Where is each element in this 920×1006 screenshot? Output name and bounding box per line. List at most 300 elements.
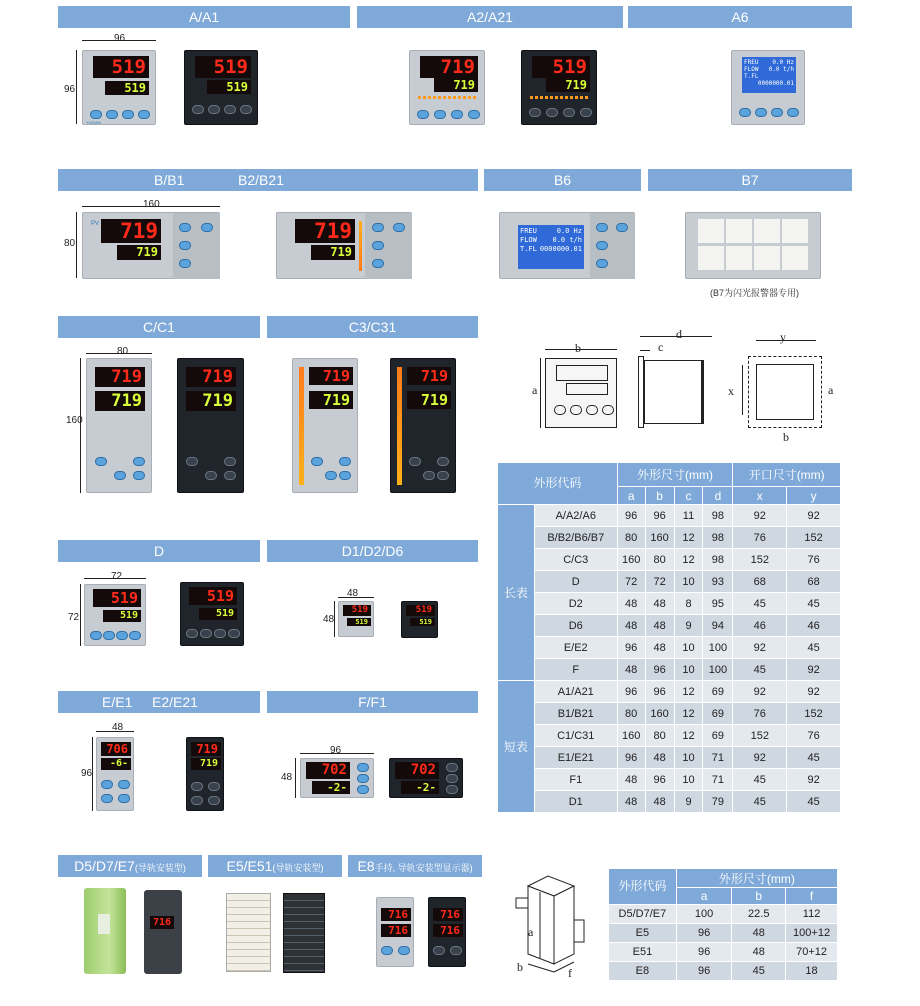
bargraph	[359, 221, 362, 271]
key-button[interactable]	[616, 223, 628, 232]
diagram-label-a: a	[532, 383, 538, 397]
table-cell: 76	[733, 527, 787, 549]
table-cell: 71	[703, 769, 733, 791]
table-row	[609, 943, 838, 962]
key-button[interactable]	[409, 457, 421, 466]
table-cell: 80	[617, 703, 645, 725]
dim-c-width: 80	[117, 346, 129, 357]
dim-a-width: 96	[114, 33, 126, 44]
key-button[interactable]	[186, 457, 198, 466]
rail-label-b: b	[517, 960, 523, 974]
dim-f-width: 96	[330, 745, 342, 756]
key-button[interactable]	[357, 785, 369, 794]
key-button[interactable]	[372, 241, 384, 250]
rail-label-f: f	[568, 966, 572, 980]
table-cell: 152	[733, 725, 787, 747]
sv-display: 719	[311, 245, 355, 260]
header-f: F/F1	[267, 691, 478, 713]
sv-display: 519	[207, 80, 251, 94]
table-cell: 80	[645, 725, 674, 747]
key-button[interactable]	[101, 780, 113, 789]
key-button[interactable]	[118, 794, 130, 803]
header-b2-label: B2/B21	[238, 172, 284, 188]
key-button[interactable]	[90, 110, 102, 119]
key-button[interactable]	[118, 780, 130, 789]
diagram-label-c: c	[658, 340, 664, 354]
table-cell: 8	[674, 593, 703, 615]
dim-d1-width-line	[338, 597, 374, 598]
dim-a-width-line	[82, 40, 156, 41]
diagram-label-x: x	[728, 384, 734, 398]
pv-display: 519	[189, 587, 237, 605]
dim-d1-height: 48	[323, 614, 335, 625]
key-button[interactable]	[191, 782, 203, 791]
table-cell: 92	[733, 747, 787, 769]
lcd-row: FREU 0.0 Hz	[520, 227, 582, 235]
key-button[interactable]	[224, 105, 236, 114]
dim-e-height-line	[92, 737, 93, 811]
front-view-diagram	[545, 358, 617, 428]
status-leds	[98, 914, 110, 934]
sv-display: 519	[103, 610, 141, 622]
diagram-c-line	[640, 350, 650, 351]
table-cell: 92	[733, 637, 787, 659]
alarm-window	[726, 219, 752, 243]
table-row	[498, 593, 841, 615]
table-cell: 96	[676, 943, 732, 962]
dim-d-width: 72	[111, 571, 123, 582]
alarm-window	[782, 219, 808, 243]
key-button[interactable]	[228, 629, 240, 638]
header-e5	[208, 855, 342, 877]
key-button[interactable]	[95, 457, 107, 466]
table-cell: 96	[617, 681, 645, 703]
device-a2-light	[409, 50, 485, 125]
pv-display: 719	[191, 742, 221, 756]
header-a2: A2/A21	[357, 6, 623, 28]
key-button[interactable]	[208, 782, 220, 791]
pv-display: 719	[295, 219, 355, 243]
table-group-label: 长表	[498, 505, 535, 681]
table-cell: 45	[787, 593, 841, 615]
key-button[interactable]	[200, 629, 212, 638]
front-view-key	[570, 405, 582, 415]
table-cell: 45	[732, 962, 786, 981]
lcd-row: FLOW 0.0 t/h	[520, 236, 582, 244]
key-button[interactable]	[398, 946, 410, 955]
key-button[interactable]	[468, 110, 480, 119]
table-cell: 10	[674, 769, 703, 791]
bargraph	[530, 96, 590, 99]
key-button[interactable]	[755, 108, 767, 117]
key-button[interactable]	[437, 471, 449, 480]
table-cell: 70+12	[786, 943, 838, 962]
key-button[interactable]	[357, 763, 369, 772]
sv-display: 519	[410, 618, 435, 626]
key-button[interactable]	[90, 631, 102, 640]
table-cell: 98	[703, 527, 733, 549]
table-cell: 45	[733, 769, 787, 791]
key-button[interactable]	[192, 105, 204, 114]
table-cell: 10	[674, 637, 703, 659]
header-d5-note: (导轨安装型)	[134, 863, 186, 873]
key-button[interactable]	[224, 457, 236, 466]
table-cell-code: A/A2/A6	[534, 505, 617, 527]
device-b7	[685, 212, 821, 279]
header-d1: D1/D2/D6	[267, 540, 478, 562]
alarm-window	[754, 246, 780, 270]
table-row	[609, 962, 838, 981]
diagram-x-line	[742, 365, 743, 415]
key-button[interactable]	[311, 457, 323, 466]
header-e5-note: (导轨安装型)	[272, 863, 324, 873]
key-button[interactable]	[372, 223, 384, 232]
key-button[interactable]	[116, 631, 128, 640]
table-cell-code: E8	[609, 962, 677, 981]
dim-c-height-line	[80, 358, 81, 493]
key-button[interactable]	[122, 110, 134, 119]
key-button[interactable]	[325, 471, 337, 480]
table-cell: 152	[787, 703, 841, 725]
dim-f-height-line	[295, 758, 296, 798]
key-button[interactable]	[103, 631, 115, 640]
key-button[interactable]	[179, 241, 191, 250]
key-button[interactable]	[357, 774, 369, 783]
table-row	[609, 905, 838, 924]
alarm-window	[698, 246, 724, 270]
key-button[interactable]	[339, 457, 351, 466]
key-button[interactable]	[133, 457, 145, 466]
table-cell: 160	[617, 549, 645, 571]
key-button[interactable]	[451, 110, 463, 119]
bargraph	[418, 96, 478, 99]
table-cell: 92	[787, 681, 841, 703]
header-b-label: B/B1	[154, 172, 185, 188]
key-button[interactable]	[129, 631, 141, 640]
table-cell: 152	[733, 549, 787, 571]
table2-header-size: 外形尺寸(mm)	[676, 869, 837, 888]
key-button[interactable]	[596, 223, 608, 232]
dim-b-width-line	[82, 206, 220, 207]
key-button[interactable]	[739, 108, 751, 117]
diagram-label-a2: a	[828, 383, 834, 397]
table-col-header: b	[645, 487, 674, 505]
key-button[interactable]	[446, 774, 458, 783]
device-d-dark	[180, 582, 244, 646]
pv-display: 519	[93, 56, 149, 78]
table-cell: 92	[787, 505, 841, 527]
sv-display: 719	[407, 391, 451, 409]
table-group-label: 短表	[498, 681, 535, 813]
table-cell: 48	[645, 747, 674, 769]
table-cell-code: D1	[534, 791, 617, 813]
table-cell: 69	[703, 725, 733, 747]
table-cell: 160	[645, 703, 674, 725]
table-row	[498, 615, 841, 637]
device-a-light	[82, 50, 156, 125]
key-button[interactable]	[446, 785, 458, 794]
device-e8-dark	[428, 897, 466, 967]
table-header-size: 外形尺寸(mm)	[617, 463, 733, 487]
header-c: C/C1	[58, 316, 260, 338]
diagram-label-y: y	[780, 330, 786, 344]
key-button[interactable]	[191, 796, 203, 805]
key-button[interactable]	[208, 796, 220, 805]
key-button[interactable]	[201, 223, 213, 232]
key-button[interactable]	[423, 471, 435, 480]
sv-display: 719	[309, 391, 353, 409]
key-button[interactable]	[446, 763, 458, 772]
table-row	[498, 637, 841, 659]
device-f-dark	[389, 758, 463, 798]
pv-label: PV	[91, 221, 100, 227]
table-cell: 11	[674, 505, 703, 527]
device-c-dark	[177, 358, 244, 493]
table-col-header: d	[703, 487, 733, 505]
device-e-dark	[186, 737, 224, 811]
table-cell: 10	[674, 571, 703, 593]
dim-c-width-line	[86, 353, 152, 354]
device-d1-dark	[401, 601, 438, 638]
key-button[interactable]	[546, 108, 558, 117]
device-e-light	[96, 737, 134, 811]
device-d1-light	[338, 601, 374, 637]
sv-display: 719	[95, 391, 145, 411]
key-button[interactable]	[186, 629, 198, 638]
table-cell: 92	[787, 659, 841, 681]
key-button[interactable]	[224, 471, 236, 480]
table-cell: 100+12	[786, 924, 838, 943]
table-cell-code: E51	[609, 943, 677, 962]
device-f-light	[300, 758, 374, 798]
header-b	[58, 169, 478, 191]
table-cell: 12	[674, 703, 703, 725]
pv-display: 702	[306, 762, 350, 779]
pv-display: 719	[309, 367, 353, 385]
key-button[interactable]	[417, 110, 429, 119]
table-header-code: 外形代码	[498, 463, 618, 505]
front-view-key	[586, 405, 598, 415]
dim-e-width: 48	[112, 722, 124, 733]
dim-b-height-line	[76, 212, 77, 278]
table-cell: 48	[732, 943, 786, 962]
alarm-window	[698, 219, 724, 243]
sv-display: 716	[433, 924, 463, 937]
dim-a-height: 96	[64, 84, 76, 95]
dim-e-height: 96	[81, 768, 93, 779]
key-button[interactable]	[205, 471, 217, 480]
table-cell-code: E5	[609, 924, 677, 943]
key-button[interactable]	[133, 471, 145, 480]
pv-display: 519	[93, 589, 141, 607]
key-button[interactable]	[214, 629, 226, 638]
table-cell: 92	[733, 505, 787, 527]
sv-display: -6-	[101, 758, 131, 770]
table-cell-code: D2	[534, 593, 617, 615]
lcd-screen	[518, 225, 584, 269]
table-cell: 45	[787, 791, 841, 813]
sv-display: -2-	[401, 781, 439, 794]
table-row	[498, 747, 841, 769]
table-cell: 18	[786, 962, 838, 981]
table-header-cutout: 开口尺寸(mm)	[733, 463, 841, 487]
sv-display: -2-	[312, 781, 350, 794]
device-d5-green	[84, 888, 126, 974]
header-b6: B6	[484, 169, 641, 191]
table-cell: 10	[674, 747, 703, 769]
sv-display: 719	[546, 78, 590, 92]
pv-display: 519	[532, 56, 590, 78]
key-button[interactable]	[580, 108, 592, 117]
key-button[interactable]	[450, 946, 462, 955]
pv-display: 719	[407, 367, 451, 385]
table-cell: 22.5	[732, 905, 786, 924]
table-cell: 72	[645, 571, 674, 593]
device-e51-dark	[283, 893, 325, 973]
table-cell: 76	[733, 703, 787, 725]
key-button[interactable]	[596, 241, 608, 250]
table-col-header: c	[674, 487, 703, 505]
key-button[interactable]	[393, 223, 405, 232]
table-cell: 48	[645, 637, 674, 659]
device-e8-light	[376, 897, 414, 967]
diagram-label-d: d	[676, 327, 682, 341]
key-button[interactable]	[138, 110, 150, 119]
table-cell: 112	[786, 905, 838, 924]
table-cell: 96	[617, 637, 645, 659]
table-cell-code: E1/E21	[534, 747, 617, 769]
header-e8-label: E8	[357, 858, 375, 874]
key-button[interactable]	[437, 457, 449, 466]
key-button[interactable]	[114, 471, 126, 480]
table-cell: 80	[617, 527, 645, 549]
table-cell: 160	[617, 725, 645, 747]
rail-label-a: a	[528, 925, 534, 939]
table-cell: 152	[787, 527, 841, 549]
table-cell: 48	[645, 593, 674, 615]
diagram-label-b2: b	[783, 430, 789, 444]
table-cell: 76	[787, 549, 841, 571]
device-c-light	[86, 358, 152, 493]
table-row	[498, 791, 841, 813]
dim-e-width-line	[96, 731, 134, 732]
diagram-a-line	[540, 358, 541, 428]
table-cell: 93	[703, 571, 733, 593]
key-button[interactable]	[771, 108, 783, 117]
table-cell: 69	[703, 681, 733, 703]
table-cell: 12	[674, 527, 703, 549]
key-button[interactable]	[433, 946, 445, 955]
header-a6: A6	[628, 6, 852, 28]
sv-display: 519	[105, 81, 149, 95]
key-button[interactable]	[529, 108, 541, 117]
table-col-header: a	[617, 487, 645, 505]
dim-b-width: 160	[143, 199, 160, 210]
device-d-light	[84, 584, 146, 646]
dim-d-height-line	[80, 584, 81, 646]
table-cell: 68	[733, 571, 787, 593]
table-cell: 72	[617, 571, 645, 593]
table-cell: 96	[617, 505, 645, 527]
table-cell: 98	[703, 505, 733, 527]
key-button[interactable]	[596, 259, 608, 268]
table-cell: 100	[703, 659, 733, 681]
alarm-window	[726, 246, 752, 270]
dim-c-height: 160	[66, 415, 83, 426]
key-button[interactable]	[434, 110, 446, 119]
lcd-row: FLOW 0.0 t/h	[744, 66, 794, 73]
table-cell: 95	[703, 593, 733, 615]
table-cell: 46	[787, 615, 841, 637]
key-button[interactable]	[208, 105, 220, 114]
sv-display: 519	[347, 618, 371, 626]
table-cell: 45	[733, 791, 787, 813]
table-cell: 45	[787, 747, 841, 769]
pv-display: 519	[406, 605, 435, 616]
header-d5-label: D5/D7/E7	[74, 858, 135, 874]
key-button[interactable]	[106, 110, 118, 119]
diagram-d-line	[640, 336, 712, 337]
key-button[interactable]	[339, 471, 351, 480]
table-cell: 79	[703, 791, 733, 813]
key-button[interactable]	[787, 108, 799, 117]
table-row	[498, 725, 841, 747]
table-cell-code: F	[534, 659, 617, 681]
table-cell: 12	[674, 549, 703, 571]
table-cell: 94	[703, 615, 733, 637]
table-cell: 96	[676, 924, 732, 943]
pv-display: 519	[195, 56, 251, 78]
key-button[interactable]	[179, 259, 191, 268]
dimension-table	[497, 462, 841, 813]
table-cell: 96	[645, 505, 674, 527]
header-d5	[58, 855, 202, 877]
table-cell: 48	[617, 593, 645, 615]
side-view-body	[644, 360, 704, 424]
table-cell: 48	[732, 924, 786, 943]
pv-display: 706	[101, 742, 131, 756]
table-cell: 48	[645, 791, 674, 813]
table-cell: 48	[617, 615, 645, 637]
pv-display: 719	[101, 219, 161, 243]
table-cell: 92	[733, 681, 787, 703]
key-button[interactable]	[563, 108, 575, 117]
table-cell-code: E/E2	[534, 637, 617, 659]
table-cell-code: B/B2/B6/B7	[534, 527, 617, 549]
sv-display: 519	[199, 608, 237, 620]
table-cell: 96	[645, 659, 674, 681]
key-button[interactable]	[240, 105, 252, 114]
pv-display: 716	[150, 916, 174, 929]
key-button[interactable]	[372, 259, 384, 268]
table-cell: 48	[645, 615, 674, 637]
table-cell-code: F1	[534, 769, 617, 791]
diagram-label-b: b	[575, 341, 581, 355]
diagram-b-line	[545, 349, 617, 350]
pv-display: 702	[395, 762, 439, 779]
header-e-label: E/E1	[102, 694, 133, 710]
key-button[interactable]	[179, 223, 191, 232]
header-d: D	[58, 540, 260, 562]
table2-header-code: 外形代码	[609, 869, 677, 905]
key-button[interactable]	[101, 794, 113, 803]
key-button[interactable]	[381, 946, 393, 955]
dim-d1-height-line	[334, 601, 335, 637]
table-cell: 12	[674, 681, 703, 703]
dim-f-width-line	[300, 753, 374, 754]
device-a2-dark	[521, 50, 597, 125]
table-cell: 45	[733, 593, 787, 615]
